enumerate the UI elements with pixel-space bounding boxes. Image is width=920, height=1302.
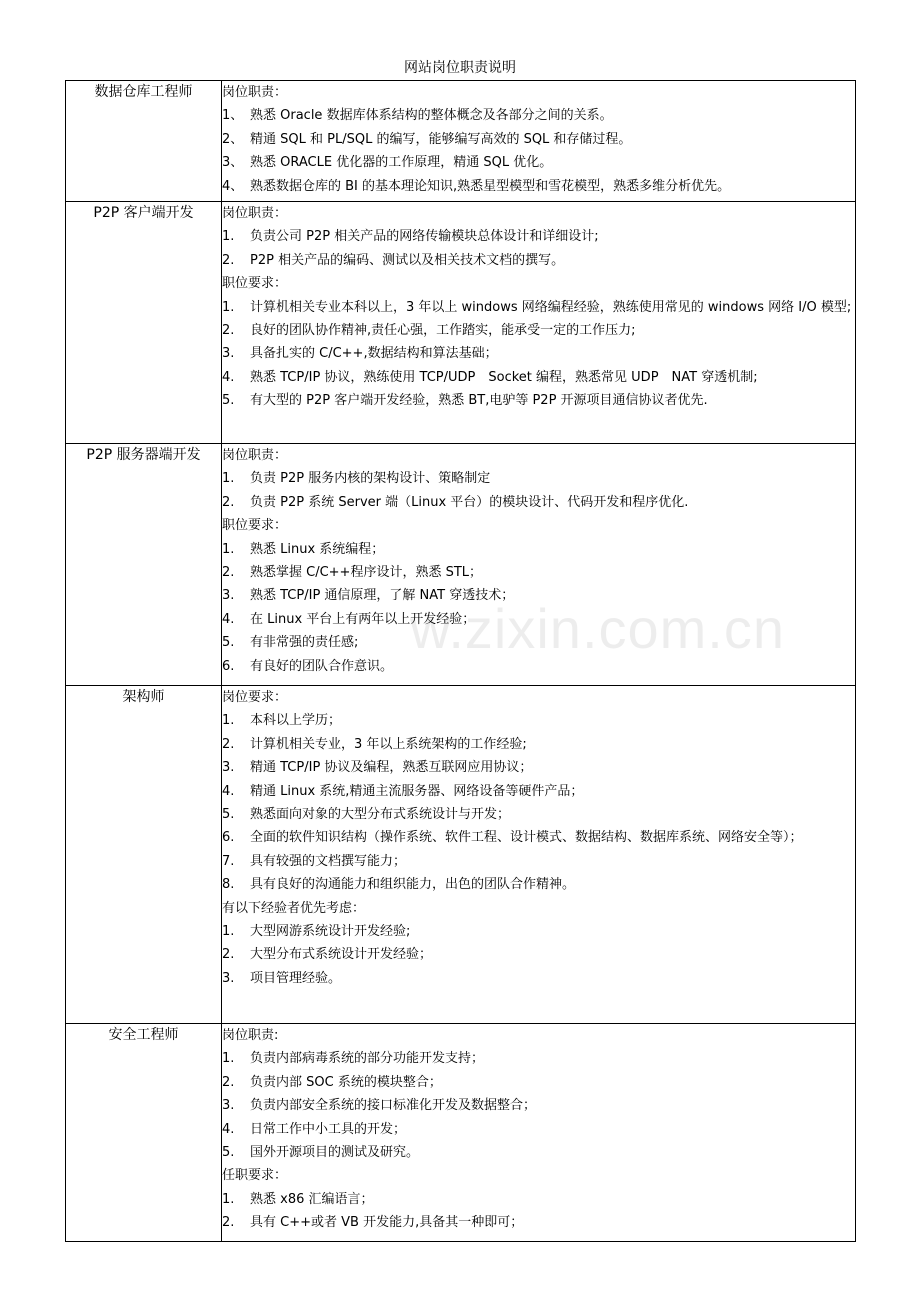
item-number: 3. — [222, 588, 235, 604]
numbered-item — [222, 655, 855, 678]
item-text: 大型分布式系统设计开发经验； — [250, 947, 433, 963]
numbered-item — [222, 366, 855, 389]
item-text: 熟悉掌握 C/C++程序设计，熟悉 STL； — [250, 565, 483, 581]
numbered-item — [222, 920, 855, 943]
job-row — [66, 1024, 856, 1242]
numbered-item — [222, 826, 855, 849]
item-text: 有良好的团队合作意识。 — [250, 658, 394, 674]
numbered-item — [222, 756, 855, 779]
numbered-item — [222, 319, 855, 342]
job-row — [66, 444, 856, 686]
item-number: 3. — [222, 760, 235, 776]
item-number: 3. — [222, 970, 235, 986]
numbered-item — [222, 342, 855, 365]
item-text: 熟悉 TCP/IP 协议，熟练使用 TCP/UDP Socket 编程，熟悉常见 UDP NAT 穿透机制; — [250, 369, 758, 385]
job-row — [66, 686, 856, 1024]
item-number: 5. — [222, 1145, 235, 1161]
numbered-item — [222, 249, 855, 272]
item-text: 有非常强的责任感; — [250, 635, 359, 651]
section-heading: 岗位职责： — [222, 206, 288, 221]
numbered-item — [222, 175, 855, 198]
item-number: 4、 — [222, 178, 244, 194]
item-number: 5. — [222, 807, 235, 823]
item-number: 1. — [222, 1191, 235, 1207]
numbered-item — [222, 943, 855, 966]
item-number: 2. — [222, 947, 235, 963]
numbered-item — [222, 467, 855, 490]
numbered-item — [222, 1047, 855, 1070]
item-number: 7. — [222, 853, 235, 869]
numbered-item — [222, 128, 855, 151]
numbered-item — [222, 491, 855, 514]
item-number: 2、 — [222, 131, 244, 147]
item-number: 4. — [222, 611, 235, 627]
section-heading: 职位要求： — [222, 276, 288, 292]
job-title-cell: P2P 服务器端开发 — [66, 444, 222, 686]
document-title: 网站岗位职责说明 — [404, 60, 516, 76]
item-text: P2P 相关产品的编码、测试以及相关技术文档的撰写。 — [250, 252, 565, 268]
item-number: 4. — [222, 1121, 235, 1137]
item-text: 负责内部安全系统的接口标准化开发及数据整合； — [250, 1098, 537, 1114]
item-number: 2. — [222, 1074, 235, 1090]
section-heading: 职位要求： — [222, 518, 288, 534]
section-heading: 岗位职责: — [222, 1028, 279, 1043]
numbered-item — [222, 538, 855, 561]
job-title-cell: P2P 客户端开发 — [66, 202, 222, 444]
item-number: 2. — [222, 252, 235, 268]
item-text: 计算机相关专业，3 年以上系统架构的工作经验; — [250, 736, 527, 752]
numbered-item — [222, 967, 855, 990]
item-text: 负责内部病毒系统的部分功能开发支持； — [250, 1051, 485, 1067]
item-text: 熟悉 ORACLE 优化器的工作原理，精通 SQL 优化。 — [250, 155, 553, 171]
numbered-item — [222, 709, 855, 732]
item-text: 负责 P2P 服务内核的架构设计、策略制定 — [250, 471, 491, 487]
item-text: 熟悉 Linux 系统编程； — [250, 541, 385, 557]
item-number: 1. — [222, 924, 235, 940]
item-text: 精通 TCP/IP 协议及编程，熟悉互联网应用协议； — [250, 760, 533, 776]
item-text: 精通 Linux 系统,精通主流服务器、网络设备等硬件产品； — [250, 783, 584, 799]
item-number: 2. — [222, 736, 235, 752]
item-text: 日常工作中小工具的开发； — [250, 1121, 407, 1137]
item-text: 负责内部 SOC 系统的模块整合； — [250, 1074, 442, 1090]
numbered-item — [222, 780, 855, 803]
numbered-item — [222, 1094, 855, 1117]
numbered-item — [222, 584, 855, 607]
numbered-item — [222, 225, 855, 248]
numbered-item — [222, 1141, 855, 1164]
numbered-item — [222, 389, 855, 412]
section-heading: 任职要求： — [222, 1168, 288, 1184]
job-description-cell — [222, 202, 856, 444]
item-number: 1、 — [222, 108, 244, 124]
item-number: 5. — [222, 635, 235, 651]
item-number: 1. — [222, 1051, 235, 1067]
numbered-item — [222, 1118, 855, 1141]
job-row — [66, 202, 856, 444]
job-title-cell: 数据仓库工程师 — [66, 81, 222, 202]
item-number: 1. — [222, 713, 235, 729]
item-number: 6. — [222, 830, 235, 846]
item-number: 1. — [222, 229, 235, 245]
item-number: 4. — [222, 369, 235, 385]
item-number: 1. — [222, 299, 235, 315]
numbered-item — [222, 104, 855, 127]
item-text: 熟悉 x86 汇编语言； — [250, 1191, 374, 1207]
section-heading: 岗位职责： — [222, 85, 288, 100]
numbered-item — [222, 608, 855, 631]
watermark: w.zixin.com.cn — [410, 597, 785, 660]
item-text: 熟悉 Oracle 数据库体系结构的整体概念及各部分之间的关系。 — [250, 108, 613, 124]
numbered-item — [222, 296, 855, 319]
item-text: 具有良好的沟通能力和组织能力，出色的团队合作精神。 — [250, 877, 576, 893]
item-number: 2. — [222, 1215, 235, 1231]
numbered-item — [222, 873, 855, 896]
numbered-item — [222, 1071, 855, 1094]
item-number: 2. — [222, 323, 235, 339]
item-number: 8. — [222, 877, 235, 893]
item-text: 具有较强的文档撰写能力； — [250, 853, 407, 869]
item-text: 有大型的 P2P 客户端开发经验，熟悉 BT,电驴等 P2P 开源项目通信协议者优先. — [250, 393, 708, 409]
item-number: 1. — [222, 541, 235, 557]
job-title-cell: 安全工程师 — [66, 1024, 222, 1242]
item-text: 精通 SQL 和 PL/SQL 的编写，能够编写高效的 SQL 和存储过程。 — [250, 131, 632, 147]
item-number: 4. — [222, 783, 235, 799]
item-number: 5. — [222, 393, 235, 409]
job-description-cell — [222, 686, 856, 1024]
item-text: 全面的软件知识结构（操作系统、软件工程、设计模式、数据结构、数据库系统、网络安全等）； — [250, 830, 803, 846]
numbered-item — [222, 1188, 855, 1211]
item-text: 在 Linux 平台上有两年以上开发经验； — [250, 611, 476, 627]
numbered-item — [222, 1211, 855, 1234]
section-heading: 岗位职责： — [222, 448, 288, 463]
job-row — [66, 81, 856, 202]
numbered-item — [222, 151, 855, 174]
job-description-cell — [222, 444, 856, 686]
item-number: 6. — [222, 658, 235, 674]
item-text: 良好的团队协作精神,责任心强，工作踏实，能承受一定的工作压力; — [250, 323, 636, 339]
section-heading: 有以下经验者优先考虑： — [222, 900, 366, 916]
item-number: 2. — [222, 565, 235, 581]
item-text: 负责 P2P 系统 Server 端（Linux 平台）的模块设计、代码开发和程序优化. — [250, 494, 689, 510]
job-description-cell — [222, 1024, 856, 1242]
section-heading: 岗位要求： — [222, 690, 288, 705]
job-title-cell: 架构师 — [66, 686, 222, 1024]
numbered-item — [222, 733, 855, 756]
numbered-item — [222, 561, 855, 584]
item-text: 大型网游系统设计开发经验; — [250, 924, 411, 940]
item-text: 熟悉 TCP/IP 通信原理，了解 NAT 穿透技术； — [250, 588, 515, 604]
item-number: 3. — [222, 1098, 235, 1114]
item-text: 负责公司 P2P 相关产品的网络传输模块总体设计和详细设计; — [250, 229, 599, 245]
item-text: 熟悉数据仓库的 BI 的基本理论知识,熟悉星型模型和雪花模型，熟悉多维分析优先。 — [250, 178, 731, 194]
numbered-item — [222, 631, 855, 654]
item-text: 计算机相关专业本科以上，3 年以上 windows 网络编程经验，熟练使用常见的 windows 网络 I/O 模型; — [250, 299, 852, 315]
item-number: 1. — [222, 471, 235, 487]
item-text: 国外开源项目的测试及研究。 — [250, 1145, 420, 1161]
item-number: 2. — [222, 494, 235, 510]
job-description-cell — [222, 81, 856, 202]
item-text: 熟悉面向对象的大型分布式系统设计与开发； — [250, 807, 511, 823]
job-description-table — [65, 80, 856, 1242]
item-text: 具备扎实的 C/C++,数据结构和算法基础； — [250, 346, 498, 362]
item-text: 具有 C++或者 VB 开发能力,具备其一种即可； — [250, 1215, 524, 1231]
numbered-item — [222, 803, 855, 826]
numbered-item — [222, 850, 855, 873]
item-text: 项目管理经验。 — [250, 970, 342, 986]
item-number: 3、 — [222, 155, 244, 171]
item-number: 3. — [222, 346, 235, 362]
item-text: 本科以上学历； — [250, 713, 342, 729]
